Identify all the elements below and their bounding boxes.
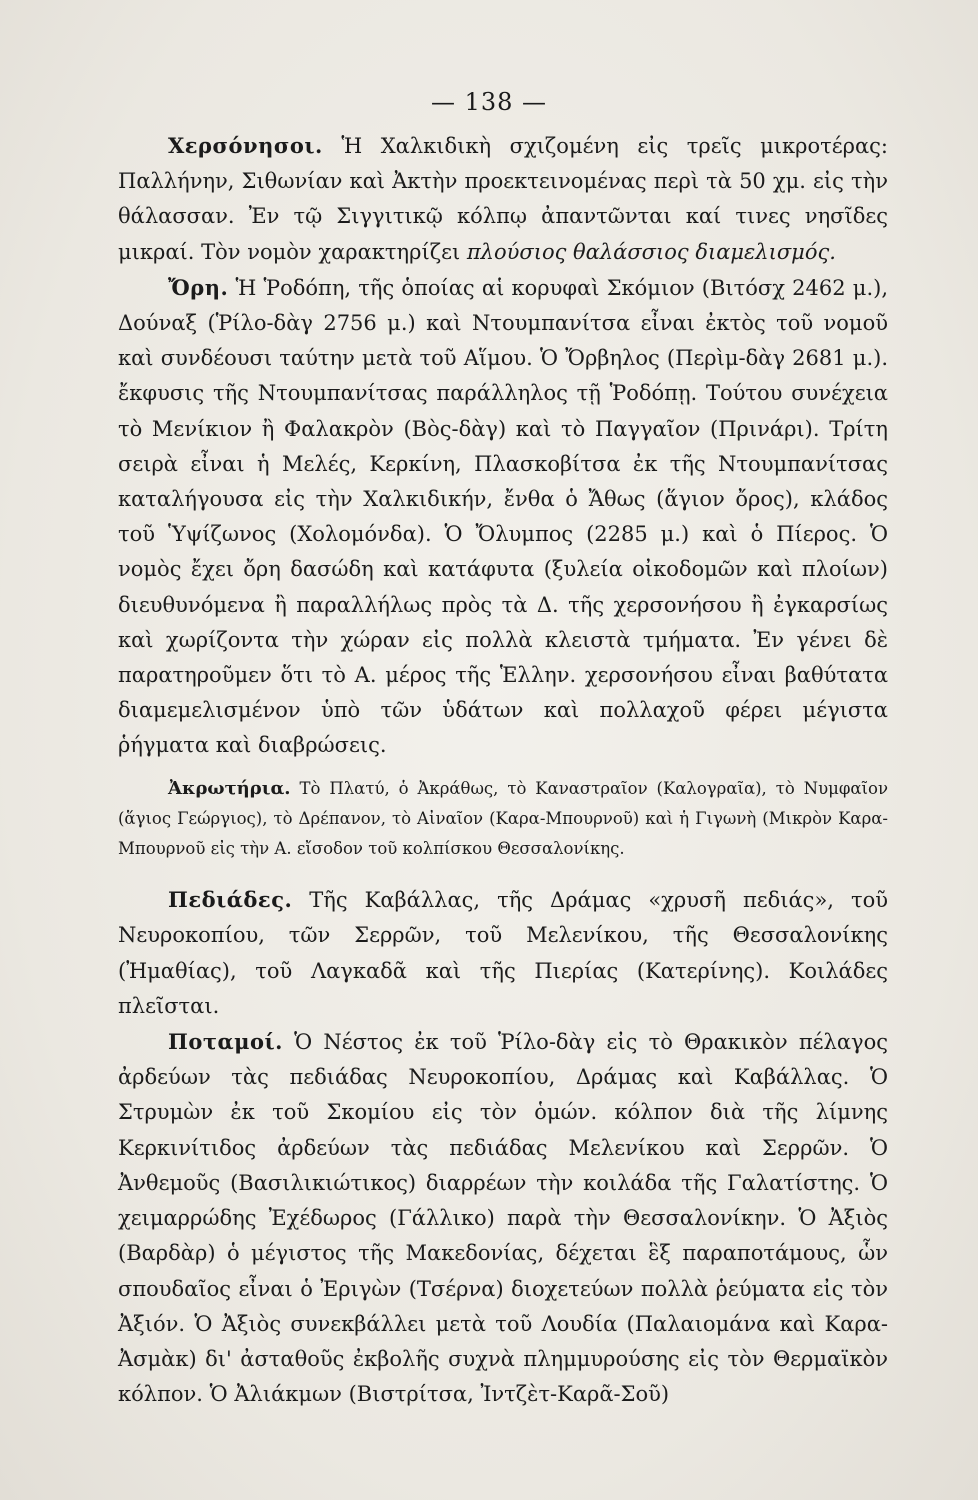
- text-pediades: Τῆς Καβάλλας, τῆς Δράμας «χρυσῆ πεδιάς», τοῦ Νευροκοπίου, τῶν Σερρῶν, τοῦ Μελενίκου, τῆς Θεσσαλονίκης (Ἠμαθίας), τοῦ Λαγκαδᾶ καὶ τῆς Πιερίας (Κατερίνης). Κοιλάδες πλεῖσται.: [118, 888, 888, 1018]
- paragraph-potamoi: [118, 1024, 888, 1412]
- heading-ori: Ὄρη.: [168, 274, 229, 300]
- heading-akrotiria: Ἀκρωτήρια.: [168, 777, 291, 799]
- paragraph-pediades: [118, 882, 888, 1024]
- paragraph-akrotiria: [118, 774, 888, 865]
- paragraph-chersonisoi: [118, 128, 888, 270]
- page-number: — 138 —: [430, 88, 548, 116]
- paragraph-ori: [118, 270, 888, 764]
- text-chersonisoi-italic: πλούσιος θαλάσσιος διαμελισμός.: [466, 239, 836, 264]
- text-ori: Ἡ Ῥοδόπη, τῆς ὁποίας αἱ κορυφαὶ Σκόμιον (Βιτόσχ 2462 μ.), Δούναξ (Ῥίλο-δὰγ 2756 μ.) καὶ Ντουμπανίτσα εἶναι ἐκτὸς τοῦ νομοῦ καὶ συνδέουσι ταύτην μετὰ τοῦ Αἵμου. Ὁ Ὄρβηλος (Περὶμ-δὰγ 2681 μ.). ἔκφυσις τῆς Ντουμπανίτσας παράλληλος τῇ Ῥοδόπῃ. Τούτου συνέχεια τὸ Μενίκιον ἢ Φαλακρὸν (Βὸς-δὰγ) καὶ τὸ Παγγαῖον (Πρινάρι). Τρίτη σειρὰ εἶναι ἡ Μελές, Κερκίνη, Πλασκοβίτσα ἐκ τῆς Ντουμπανίτσας καταλήγουσα εἰς τὴν Χαλκιδικήν, ἔνθα ὁ Ἄθως (ἅγιον ὄρος), κλάδος τοῦ Ὑψίζωνος (Χολομόνδα). Ὁ Ὄλυμπος (2285 μ.) καὶ ὁ Πίερος. Ὁ νομὸς ἔχει ὄρη δασώδη καὶ κατάφυτα (ξυλεία οἰκοδομῶν καὶ πλοίων) διευθυνόμενα ἢ παραλλήλως πρὸς τὰ Δ. τῆς χερσονήσου ἢ ἐγκαρσίως καὶ χωρίζοντα τὴν χώραν εἰς πολλὰ κλειστὰ τμήματα. Ἐν γένει δὲ παρατηροῦμεν ὅτι τὸ Α. μέρος τῆς Ἑλλην. χερσονήσου εἶναι βαθύτατα διαμεμελισμένον ὑπὸ τῶν ὑδάτων καὶ πολλαχοῦ φέρει μέγιστα ῥήγματα καὶ διαβρώσεις.: [118, 275, 888, 758]
- heading-pediades: Πεδιάδες.: [168, 887, 293, 913]
- heading-chersonisoi: Χερσόνησοι.: [168, 133, 323, 158]
- text-akrotiria: Τὸ Πλατύ, ὁ Ἀκράθως, τὸ Καναστραῖον (Καλογραῖα), τὸ Νυμφαῖον (ἅγιος Γεώργιος), τὸ Δρέπανον, τὸ Αἰναῖον (Καρα-Μπουρνοῦ) καὶ ἡ Γιγωνὴ (Μικρὸν Καρα-Μπουρνοῦ εἰς τὴν Α. εἴσοδον τοῦ κολπίσκου Θεσσαλονίκης.: [118, 778, 888, 859]
- text-body: [118, 128, 888, 1412]
- heading-potamoi: Ποταμοί.: [168, 1029, 283, 1055]
- text-chersonisoi: Ἡ Χαλκιδικὴ σχιζομένη εἰς τρεῖς μικροτέρας: Παλλήνην, Σιθωνίαν καὶ Ἀκτὴν προεκτεινομένας περὶ τὰ 50 χμ. εἰς τὴν θάλασσαν. Ἐν τῷ Σιγγιτικῷ κόλπῳ ἀπαντῶνται καί τινες νησῖδες μικραί. Τὸν νομὸν χαρακτηρίζει: [118, 134, 888, 264]
- text-potamoi: Ὁ Νέστος ἐκ τοῦ Ῥίλο-δὰγ εἰς τὸ Θρακικὸν πέλαγος ἀρδεύων τὰς πεδιάδας Νευροκοπίου, Δράμας καὶ Καβάλλας. Ὁ Στρυμὼν ἐκ τοῦ Σκομίου εἰς τὸν ὁμών. κόλπον διὰ τῆς λίμνης Κερκινίτιδος ἀρδεύων τὰς πεδιάδας Μελενίκου καὶ Σερρῶν. Ὁ Ἀνθεμοῦς (Βασιλικιώτικος) διαρρέων τὴν κοιλάδα τῆς Γαλατίστης. Ὁ χειμαρρώδης Ἐχέδωρος (Γάλλικο) παρὰ τὴν Θεσσαλονίκην. Ὁ Ἀξιὸς (Βαρδὰρ) ὁ μέγιστος τῆς Μακεδονίας, δέχεται ἓξ παραποτάμους, ὧν σπουδαῖος εἶναι ὁ Ἐριγὼν (Τσέρνα) διοχετεύων πολλὰ ῥεύματα εἰς τὸν Ἀξιόν. Ὁ Ἀξιὸς συνεκβάλλει μετὰ τοῦ Λουδία (Παλαιομάνα καὶ Καρα-Ἀσμὰκ) δι' ἀσταθοῦς ἐκβολῆς συχνὰ πλημμυρούσης εἰς τὸν Θερμαϊκὸν κόλπον. Ὁ Ἀλιάκμων (Βιστρίτσα, Ἰντζὲτ-Καρᾶ-Σοῦ): [118, 1030, 888, 1407]
